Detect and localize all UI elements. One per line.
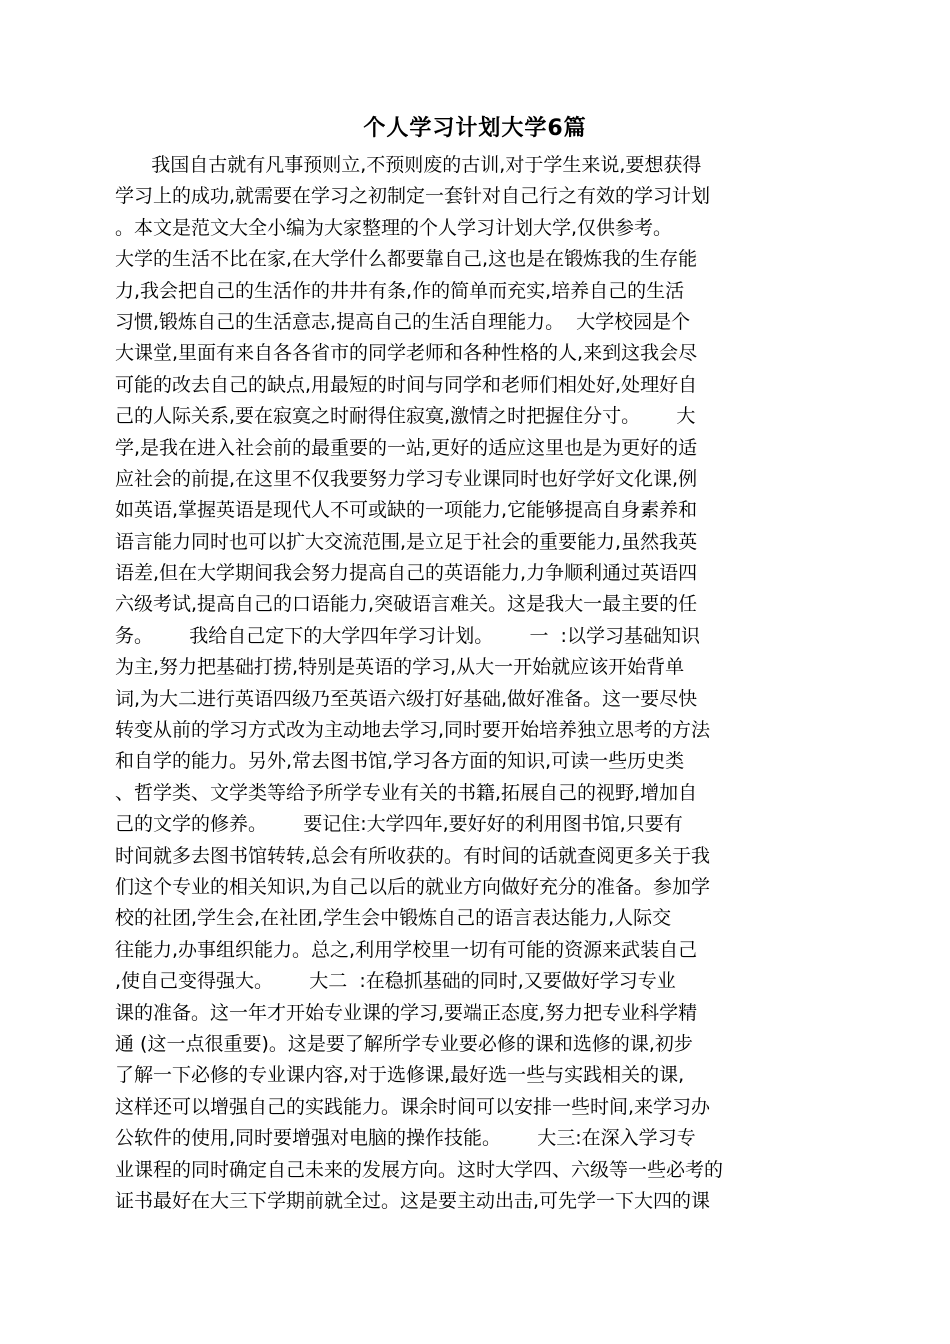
body-line: 语言能力同时也可以扩大交流范围,是立足于社会的重要能力,虽然我英 bbox=[115, 530, 698, 553]
body-line: 业课程的同时确定自己未来的发展方向。这时大学四、六级等一些必考的 bbox=[115, 1158, 724, 1181]
body-line: 如英语,掌握英语是现代人不可或缺的一项能力,它能够提高自身素养和 bbox=[115, 499, 698, 522]
body-line: 己的文学的修养。 要记住:大学四年,要好好的利用图书馆,只要有 bbox=[115, 813, 683, 836]
body-line: 学,是我在进入社会前的最重要的一站,更好的适应这里也是为更好的适 bbox=[115, 436, 698, 459]
body-line: 力,我会把自己的生活作的井井有条,作的简单而充实,培养自己的生活 bbox=[115, 279, 685, 302]
body-line: 校的社团,学生会,在社团,学生会中锻炼自己的语言表达能力,人际交 bbox=[115, 907, 672, 930]
body-line: 公软件的使用,同时要增强对电脑的操作技能。 大三:在深入学习专 bbox=[115, 1127, 696, 1150]
body-line: 我国自古就有凡事预则立,不预则废的古训,对于学生来说,要想获得 bbox=[115, 154, 702, 176]
body-line: 了解一下必修的专业课内容,对于选修课,最好选一些与实践相关的课, bbox=[115, 1064, 685, 1087]
body-line: 应社会的前提,在这里不仅我要努力学习专业课同时也好学好文化课,例 bbox=[115, 467, 698, 490]
body-line: 习惯,锻炼自己的生活意志,提高自己的生活自理能力。 大学校园是个 bbox=[115, 310, 691, 333]
body-line: 词,为大二进行英语四级乃至英语六级打好基础,做好准备。这一要尽快 bbox=[115, 687, 698, 710]
body-line: 。本文是范文大全小编为大家整理的个人学习计划大学,仅供参考。 bbox=[115, 216, 673, 239]
document-title: 个人学习计划大学6篇 bbox=[363, 116, 587, 141]
body-line: 为主,努力把基础打捞,特别是英语的学习,从大一开始就应该开始背单 bbox=[115, 656, 685, 679]
body-line: 、哲学类、文学类等给予所学专业有关的书籍,拓展自己的视野,增加自 bbox=[115, 781, 698, 804]
body-line: 和自学的能力。另外,常去图书馆,学习各方面的知识,可读一些历史类 bbox=[115, 750, 685, 773]
body-line: 大学的生活不比在家,在大学什么都要靠自己,这也是在锻炼我的生存能 bbox=[115, 248, 698, 271]
body-line: 转变从前的学习方式改为主动地去学习,同时要开始培养独立思考的方法 bbox=[115, 719, 711, 742]
body-line: 学习上的成功,就需要在学习之初制定一套针对自己行之有效的学习计划 bbox=[115, 185, 711, 208]
body-line: 大课堂,里面有来自各各省市的同学老师和各种性格的人,来到这我会尽 bbox=[115, 342, 698, 365]
body-line: ,使自己变得强大。 大二 :在稳抓基础的同时,又要做好学习专业 bbox=[115, 970, 676, 993]
body-line: 语差,但在大学期间我会努力提高自己的英语能力,力争顺利通过英语四 bbox=[115, 562, 698, 585]
body-line: 证书最好在大三下学期前就全过。这是要主动出击,可先学一下大四的课 bbox=[115, 1189, 711, 1212]
body-line: 务。 我给自己定下的大学四年学习计划。 一 :以学习基础知识 bbox=[115, 624, 700, 647]
body-line: 己的人际关系,要在寂寞之时耐得住寂寞,激情之时把握住分寸。 大 bbox=[115, 405, 696, 428]
body-line: 往能力,办事组织能力。总之,利用学校里一切有可能的资源来武装自己 bbox=[115, 938, 698, 961]
body-line: 这样还可以增强自己的实践能力。课余时间可以安排一些时间,来学习办 bbox=[115, 1095, 711, 1118]
body-line: 课的准备。这一年才开始专业课的学习,要端正态度,努力把专业科学精 bbox=[115, 1001, 698, 1024]
body-line: 们这个专业的相关知识,为自己以后的就业方向做好充分的准备。参加学 bbox=[115, 875, 711, 898]
body-line: 可能的改去自己的缺点,用最短的时间与同学和老师们相处好,处理好自 bbox=[115, 373, 698, 396]
body-line: 时间就多去图书馆转转,总会有所收获的。有时间的话就查阅更多关于我 bbox=[115, 844, 711, 867]
document-body bbox=[115, 150, 835, 1217]
body-line: 六级考试,提高自己的口语能力,突破语言难关。这是我大一最主要的任 bbox=[115, 593, 698, 616]
body-line: 通 (这一点很重要)。这是要了解所学专业要必修的课和选修的课,初步 bbox=[115, 1032, 693, 1055]
